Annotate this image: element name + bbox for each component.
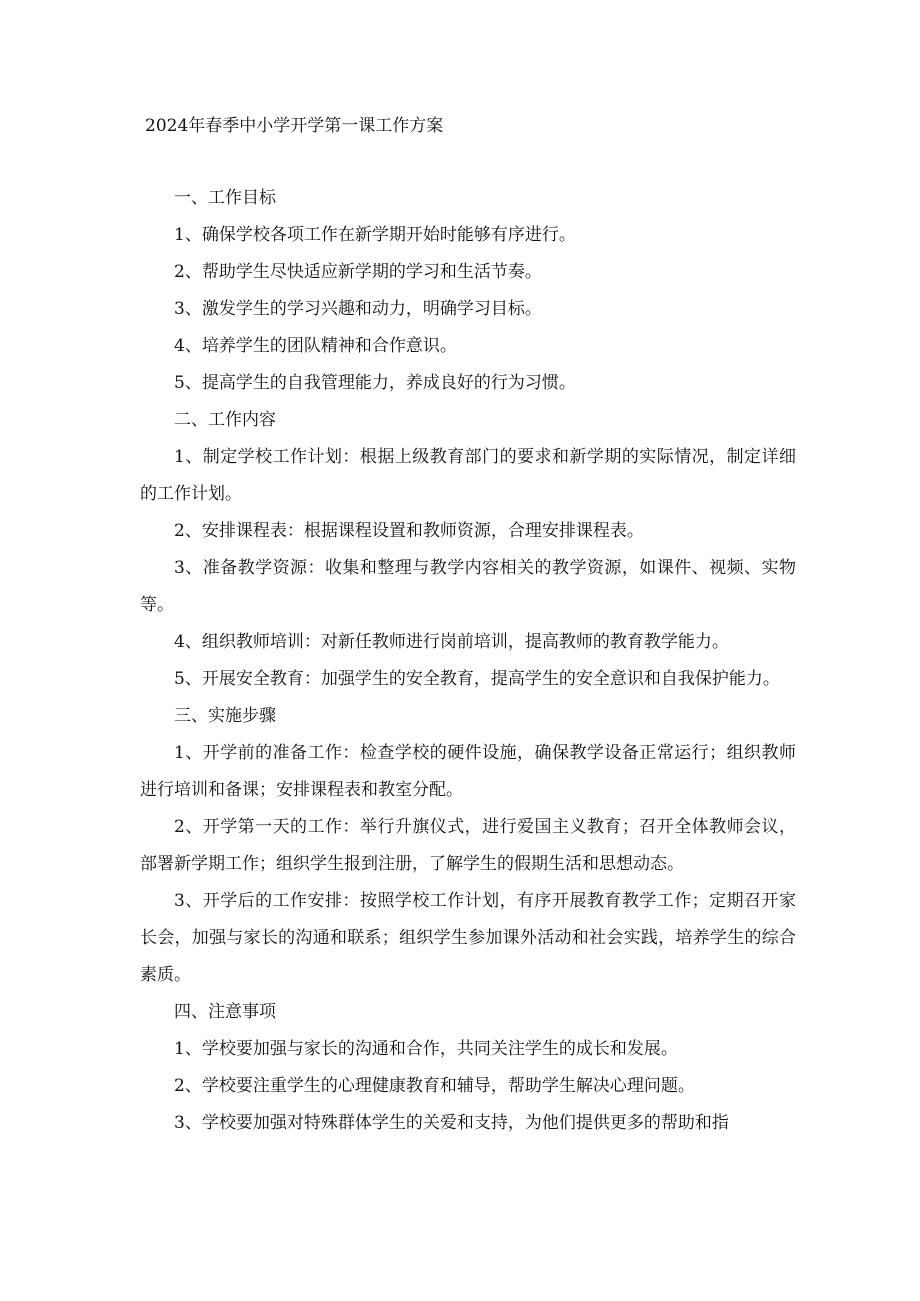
list-item: 1、学校要加强与家长的沟通和合作，共同关注学生的成长和发展。 [174,1039,678,1059]
section-heading: 四、注意事项 [174,1002,276,1022]
list-item: 3、学校要加强对特殊群体学生的关爱和支持，为他们提供更多的帮助和指 [174,1113,729,1133]
list-item: 4、培养学生的团队精神和合作意识。 [174,336,457,356]
list-item: 3、开学后的工作安排：按照学校工作计划，有序开展教育教学工作；定期召开家长会，加强与家长的沟通和联系；组织学生参加课外活动和社会实践，培养学生的综合素质。 [140,891,796,985]
section-content [140,402,796,698]
list-item: 2、开学第一天的工作：举行升旗仪式，进行爱国主义教育；召开全体教师会议，部署新学期工作；组织学生报到注册，了解学生的假期生活和思想动态。 [140,817,796,874]
document-body [140,180,796,1142]
list-item: 4、组织教师培训：对新任教师进行岗前培训，提高教师的教育教学能力。 [174,632,729,652]
list-item: 2、帮助学生尽快适应新学期的学习和生活节奏。 [174,262,542,282]
list-item: 3、激发学生的学习兴趣和动力，明确学习目标。 [174,299,542,319]
list-item: 1、开学前的准备工作：检查学校的硬件设施，确保教学设备正常运行；组织教师进行培训和备课；安排课程表和教室分配。 [140,743,796,800]
list-item: 2、安排课程表：根据课程设置和教师资源，合理安排课程表。 [174,521,644,541]
list-item: 1、制定学校工作计划：根据上级教育部门的要求和新学期的实际情况，制定详细的工作计划。 [140,447,796,504]
list-item: 5、开展安全教育：加强学生的安全教育，提高学生的安全意识和自我保护能力。 [174,669,780,689]
list-item: 3、准备教学资源：收集和整理与教学内容相关的教学资源，如课件、视频、实物等。 [140,558,796,615]
list-item: 5、提高学生的自我管理能力，养成良好的行为习惯。 [174,373,576,393]
section-steps [140,698,796,994]
list-item: 2、学校要注重学生的心理健康教育和辅导，帮助学生解决心理问题。 [174,1076,695,1096]
section-heading: 三、实施步骤 [174,706,276,726]
section-notes [140,994,796,1142]
section-heading: 二、工作内容 [174,410,276,430]
document-title: 2024年春季中小学开学第一课工作方案 [145,116,444,136]
section-heading: 一、工作目标 [174,188,276,208]
list-item: 1、确保学校各项工作在新学期开始时能够有序进行。 [174,225,576,245]
section-goals [140,180,796,402]
